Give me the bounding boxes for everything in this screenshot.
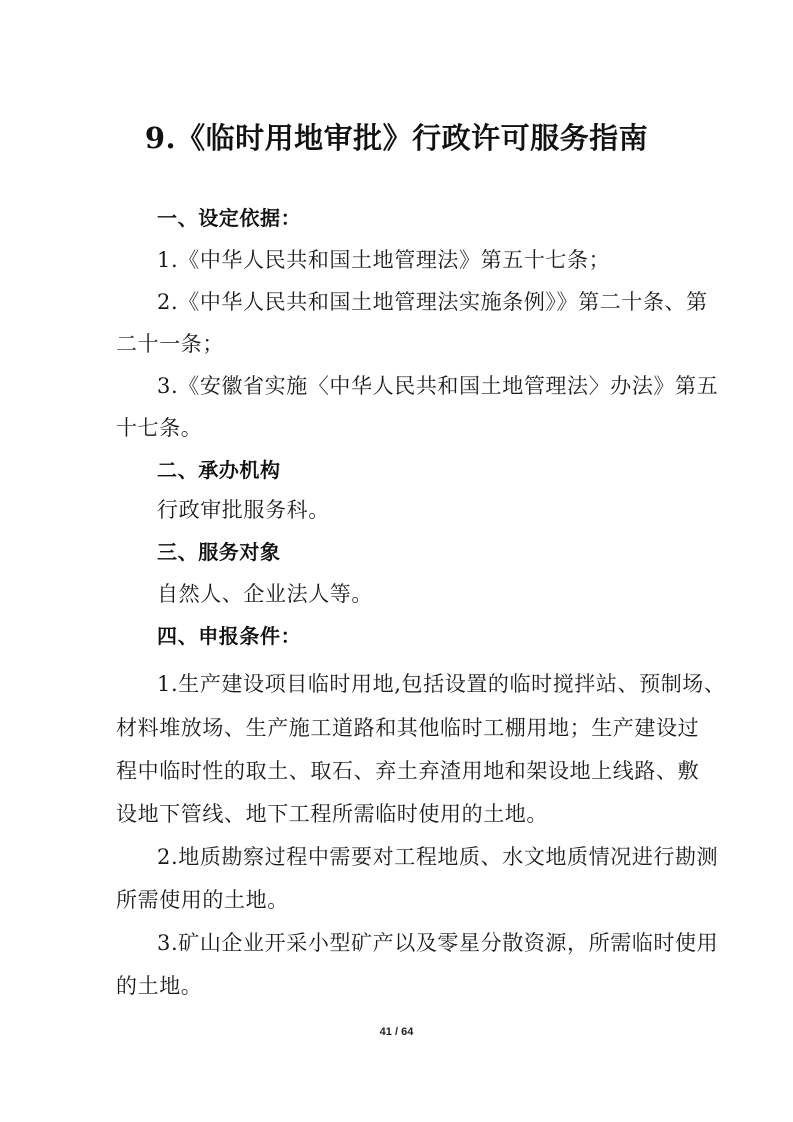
section-heading-conditions: 四、申报条件： bbox=[157, 624, 302, 648]
section-heading-basis: 一、设定依据： bbox=[157, 206, 302, 230]
basis-item-1: 1.《中华人民共和国土地管理法》第五十七条； bbox=[157, 248, 611, 272]
conditions-item-3-line-2: 的土地。 bbox=[116, 974, 203, 998]
basis-item-2-line-1: 2.《中华人民共和国土地管理法实施条例》》第二十条、第 bbox=[157, 290, 708, 314]
conditions-item-2-line-2: 所需使用的土地。 bbox=[116, 888, 289, 912]
target-text: 自然人、企业法人等。 bbox=[157, 582, 373, 606]
basis-item-2-line-2: 二十一条； bbox=[116, 332, 224, 356]
page-number: 41 / 64 bbox=[379, 1026, 414, 1038]
conditions-item-1-line-3: 程中临时性的取土、取石、弃土弃渣用地和架设地上线路、敷 bbox=[116, 759, 700, 783]
agency-text: 行政审批服务科。 bbox=[157, 498, 330, 522]
section-heading-agency: 二、承办机构 bbox=[157, 458, 281, 482]
conditions-item-2-line-1: 2.地质勘察过程中需要对工程地质、水文地质情况进行勘测 bbox=[157, 845, 719, 869]
basis-item-3-line-2: 十七条。 bbox=[116, 416, 203, 440]
page-title: 9.《临时用地审批》行政许可服务指南 bbox=[144, 121, 649, 155]
basis-item-3-line-1: 3.《安徽省实施〈中华人民共和国土地管理法〉办法》第五 bbox=[157, 374, 719, 398]
section-heading-target: 三、服务对象 bbox=[157, 540, 281, 564]
conditions-item-1-line-1: 1.生产建设项目临时用地,包括设置的临时搅拌站、预制场、 bbox=[157, 672, 726, 696]
conditions-item-1-line-2: 材料堆放场、生产施工道路和其他临时工棚用地；生产建设过 bbox=[116, 716, 700, 740]
conditions-item-1-line-4: 设地下管线、地下工程所需临时使用的土地。 bbox=[116, 802, 548, 826]
conditions-item-3-line-1: 3.矿山企业开采小型矿产以及零星分散资源，所需临时使用 bbox=[157, 931, 719, 955]
